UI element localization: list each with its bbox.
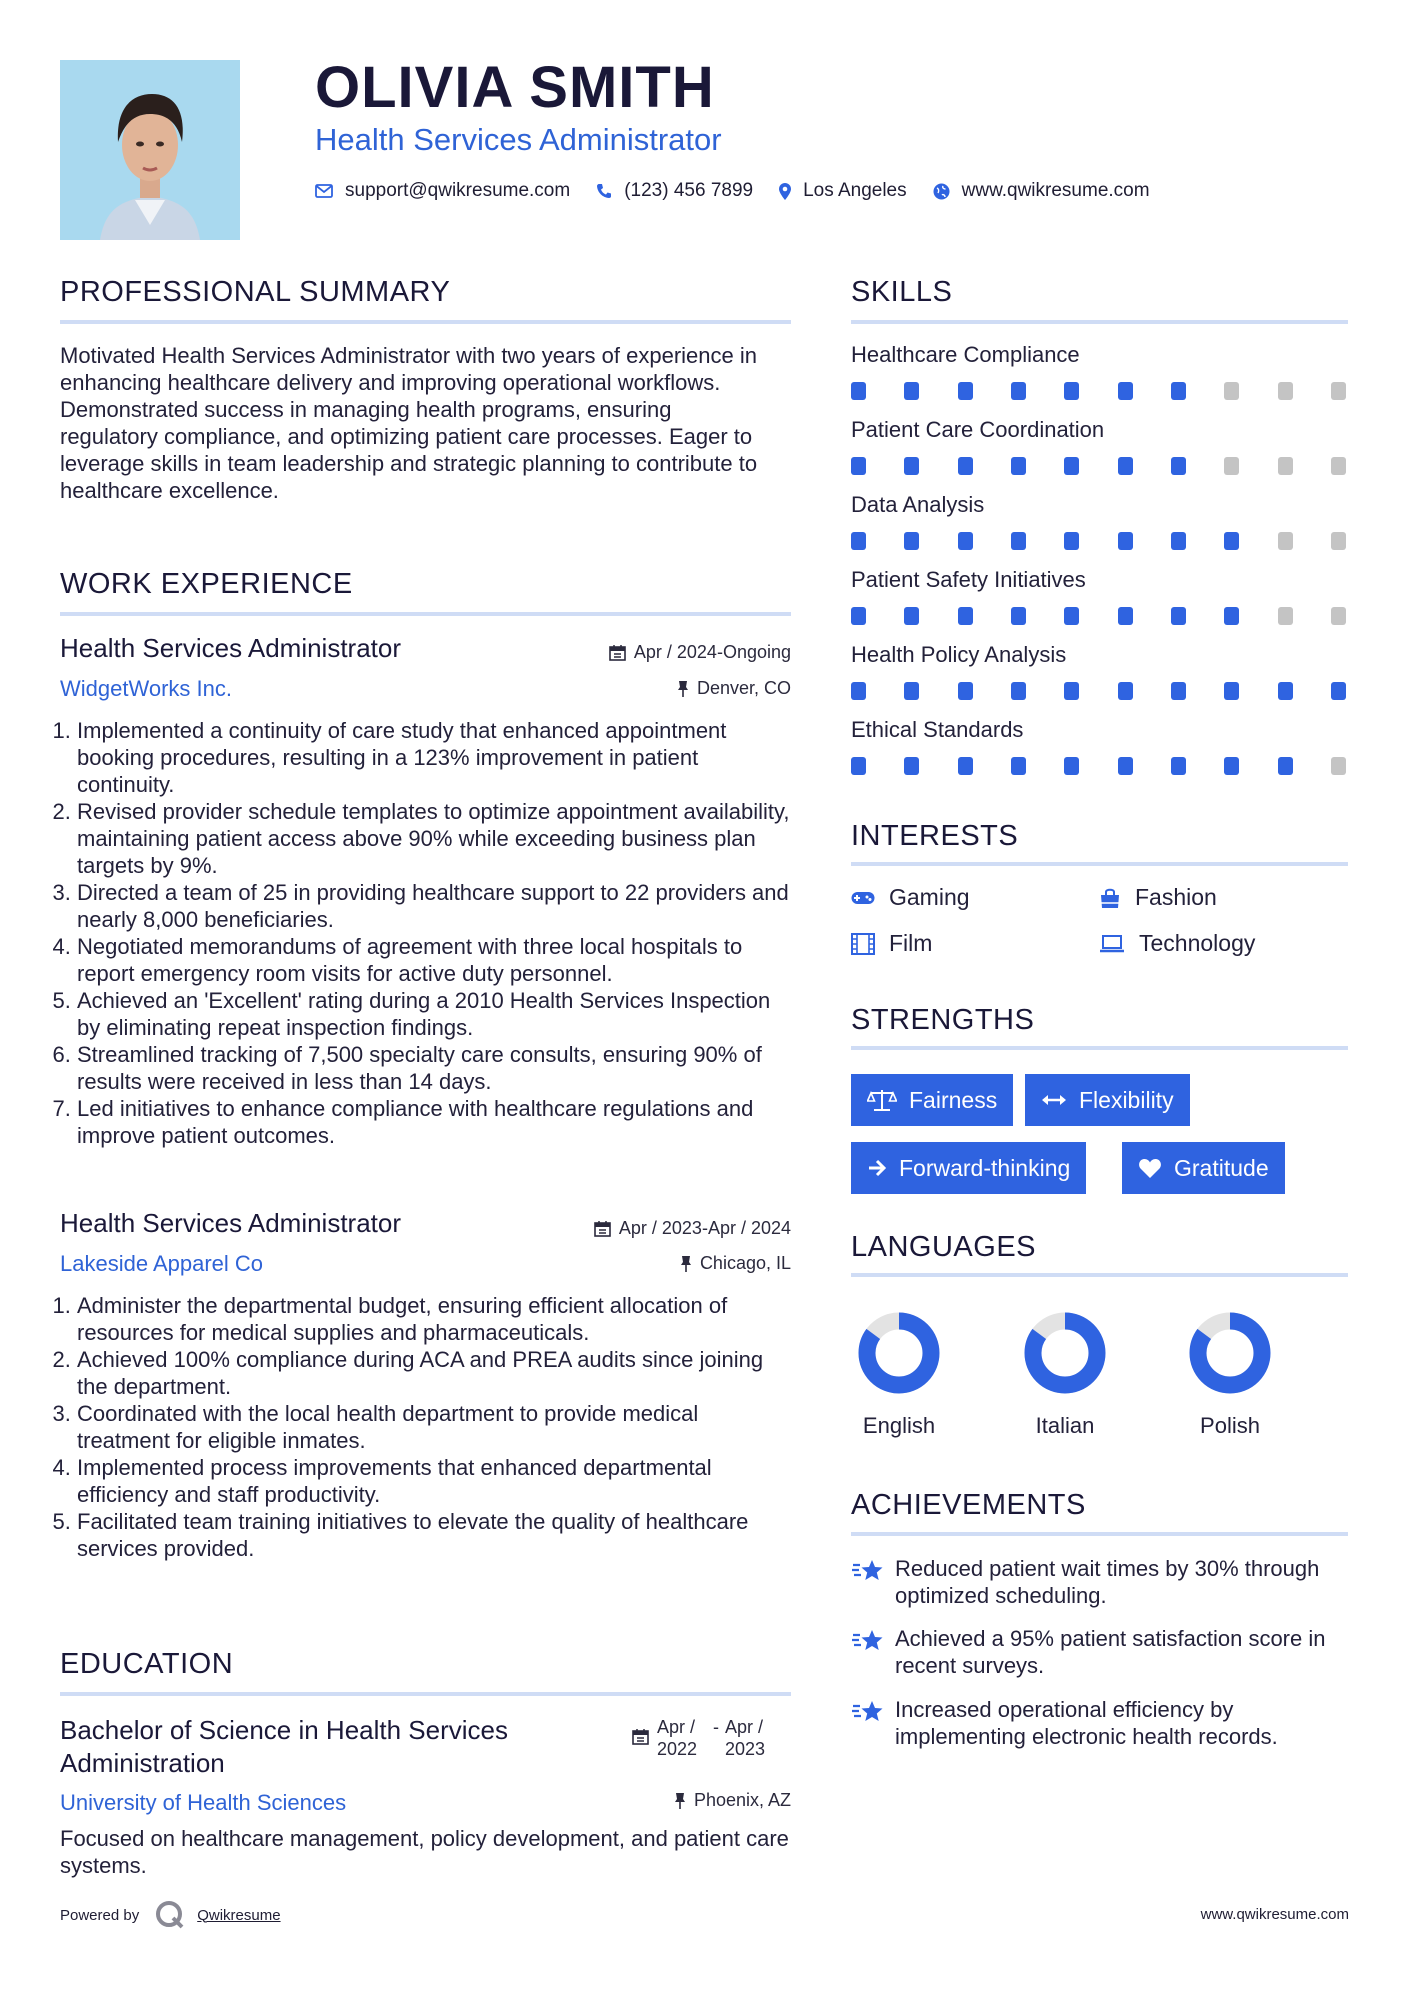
rating-dot-filled xyxy=(851,682,866,700)
education-start: Apr / 2022 xyxy=(657,1717,698,1759)
rating-dot-empty xyxy=(1331,607,1346,625)
education-description: Focused on healthcare management, policy development, and patient care systems. xyxy=(60,1826,789,1878)
education-location-text: Phoenix, AZ xyxy=(693,1790,791,1810)
candidate-name: OLIVIA SMITH xyxy=(315,55,715,120)
rating-dot-filled xyxy=(1171,682,1186,700)
experience-heading: WORK EXPERIENCE xyxy=(60,568,353,600)
pushpin-icon xyxy=(680,1255,692,1272)
contact-location xyxy=(779,180,907,202)
rating-dot-filled xyxy=(904,607,919,625)
language-label: Polish xyxy=(1200,1413,1260,1438)
laptop-icon xyxy=(1099,935,1125,953)
job-2-title: Health Services Administrator xyxy=(60,1208,402,1238)
summary-divider xyxy=(60,320,791,324)
interests-heading: INTERESTS xyxy=(851,820,1019,852)
achievement-text: Achieved a 95% patient satisfaction score in recent surveys. xyxy=(895,1626,1326,1678)
rating-dot-filled xyxy=(904,382,919,400)
rating-dot-filled xyxy=(1118,757,1133,775)
rating-dot-filled xyxy=(1064,607,1079,625)
arrow-right-icon xyxy=(867,1158,887,1178)
interest-fashion xyxy=(1099,884,1217,911)
interest-gaming-label: Gaming xyxy=(889,884,970,910)
language-item xyxy=(839,1310,959,1439)
rating-dot-filled xyxy=(1064,682,1079,700)
brand-link[interactable]: Qwikresume xyxy=(197,1906,281,1924)
achievement-item xyxy=(851,1555,1351,1609)
footer-website[interactable]: www.qwikresume.com xyxy=(1200,1906,1349,1923)
rating-dot-filled xyxy=(958,682,973,700)
job-2-bullets xyxy=(60,1292,795,1562)
interests-divider xyxy=(851,862,1348,866)
rating-dot-empty xyxy=(1278,532,1293,550)
film-icon xyxy=(851,933,875,955)
rating-dot-filled xyxy=(1011,607,1026,625)
language-proficiency-ring xyxy=(856,1310,942,1396)
rating-dot-filled xyxy=(1118,607,1133,625)
phone-text: (123) 456 7899 xyxy=(624,180,754,201)
experience-divider xyxy=(60,612,791,616)
rating-dot-empty xyxy=(1331,457,1346,475)
contact-email[interactable] xyxy=(315,180,570,202)
job-1-company: WidgetWorks Inc. xyxy=(60,676,232,701)
profile-photo xyxy=(60,60,240,240)
rating-dot-filled xyxy=(1011,757,1026,775)
strength-flexibility-label: Flexibility xyxy=(1079,1086,1174,1113)
skill-name: Patient Care Coordination xyxy=(851,417,1105,442)
list-item: 7. Led initiatives to enhance compliance with healthcare regulations and improve patient outcomes. xyxy=(77,1095,795,1149)
strength-flexibility xyxy=(1025,1074,1190,1126)
rating-dot-filled xyxy=(1011,682,1026,700)
interest-technology-label: Technology xyxy=(1139,930,1256,956)
skill-name: Patient Safety Initiatives xyxy=(851,567,1086,592)
rating-dot-filled xyxy=(1064,757,1079,775)
rating-dot-filled xyxy=(1224,757,1239,775)
education-end: Apr / 2023 xyxy=(725,1717,766,1759)
shooting-star-icon xyxy=(851,1698,885,1726)
job-2-location xyxy=(680,1253,791,1274)
languages-heading: LANGUAGES xyxy=(851,1231,1036,1263)
interest-gaming xyxy=(851,884,970,911)
summary-heading: PROFESSIONAL SUMMARY xyxy=(60,276,451,308)
education-location xyxy=(674,1790,791,1811)
language-label: English xyxy=(862,1413,936,1438)
rating-dot-filled xyxy=(958,382,973,400)
pushpin-icon xyxy=(677,680,689,697)
job-1-bullets xyxy=(60,717,795,1149)
phone-icon xyxy=(596,183,612,199)
rating-dot-empty xyxy=(1278,382,1293,400)
achievement-item xyxy=(851,1696,1351,1750)
pushpin-icon xyxy=(674,1792,686,1809)
education-heading: EDUCATION xyxy=(60,1648,234,1680)
rating-dot-filled xyxy=(1224,682,1239,700)
strength-fairness xyxy=(851,1074,1013,1126)
gamepad-icon xyxy=(851,890,875,906)
list-item: 5. Achieved an 'Excellent' rating during a 2010 Health Services Inspection by eliminating repeat inspection findings. xyxy=(77,987,795,1041)
rating-dot-empty xyxy=(1224,382,1239,400)
contact-phone[interactable] xyxy=(596,180,753,202)
skill-rating xyxy=(851,532,1351,550)
achievement-item xyxy=(851,1625,1351,1679)
shopping-bag-icon xyxy=(1099,887,1121,909)
email-text: support@qwikresume.com xyxy=(345,180,571,201)
education-divider xyxy=(60,1692,791,1696)
heart-icon xyxy=(1138,1158,1162,1179)
rating-dot-filled xyxy=(958,607,973,625)
envelope-icon xyxy=(315,184,333,198)
calendar-icon xyxy=(632,1728,649,1745)
contact-bar xyxy=(315,180,1176,202)
rating-dot-filled xyxy=(1011,532,1026,550)
rating-dot-filled xyxy=(851,607,866,625)
rating-dot-filled xyxy=(1331,682,1346,700)
rating-dot-empty xyxy=(1331,532,1346,550)
powered-by-text: Powered by xyxy=(60,1906,140,1924)
globe-icon xyxy=(933,183,950,200)
list-item: 6. Streamlined tracking of 7,500 specialty care consults, ensuring 90% of results were received in less than 14 days. xyxy=(77,1041,795,1095)
languages-divider xyxy=(851,1273,1348,1277)
interest-technology xyxy=(1099,930,1255,957)
skill-name: Health Policy Analysis xyxy=(851,642,1067,667)
list-item: 4. Implemented process improvements that enhanced departmental efficiency and staff productivity. xyxy=(77,1454,795,1508)
rating-dot-filled xyxy=(904,457,919,475)
calendar-icon xyxy=(609,644,626,661)
job-2-company: Lakeside Apparel Co xyxy=(60,1251,264,1276)
interest-film-label: Film xyxy=(889,930,933,956)
job-1-location xyxy=(677,678,791,699)
rating-dot-filled xyxy=(1171,532,1186,550)
rating-dot-empty xyxy=(1278,607,1293,625)
skill-name: Data Analysis xyxy=(851,492,985,517)
job-2-location-text: Chicago, IL xyxy=(699,1253,791,1273)
rating-dot-empty xyxy=(1278,457,1293,475)
rating-dot-filled xyxy=(1064,457,1079,475)
rating-dot-empty xyxy=(1224,457,1239,475)
rating-dot-filled xyxy=(904,532,919,550)
achievement-text: Increased operational efficiency by implementing electronic health records. xyxy=(895,1697,1278,1749)
job-1-dates xyxy=(609,642,791,663)
map-pin-icon xyxy=(779,183,791,200)
strength-gratitude xyxy=(1122,1142,1285,1194)
education-school: University of Health Sciences xyxy=(60,1790,347,1815)
rating-dot-filled xyxy=(904,682,919,700)
rating-dot-filled xyxy=(851,757,866,775)
job-1-title: Health Services Administrator xyxy=(60,633,402,663)
rating-dot-filled xyxy=(1171,382,1186,400)
skills-heading: SKILLS xyxy=(851,276,953,308)
location-text: Los Angeles xyxy=(803,180,907,201)
rating-dot-filled xyxy=(1011,457,1026,475)
calendar-icon xyxy=(594,1220,611,1237)
achievements-divider xyxy=(851,1532,1348,1536)
rating-dot-filled xyxy=(1118,532,1133,550)
rating-dot-filled xyxy=(1224,532,1239,550)
shooting-star-icon xyxy=(851,1557,885,1585)
job-2-dates xyxy=(594,1218,791,1239)
list-item: 1. Administer the departmental budget, ensuring efficient allocation of resources for medical supplies and pharmaceuticals. xyxy=(77,1292,795,1346)
shooting-star-icon xyxy=(851,1627,885,1655)
rating-dot-filled xyxy=(904,757,919,775)
list-item: 2. Revised provider schedule templates to optimize appointment availability, maintaining patient access above 90% while exceeding business plan targets by 9%. xyxy=(77,798,795,879)
candidate-title: Health Services Administrator xyxy=(315,122,722,157)
strength-fairness-label: Fairness xyxy=(909,1086,998,1113)
list-item: 3. Coordinated with the local health department to provide medical treatment for eligible inmates. xyxy=(77,1400,795,1454)
rating-dot-empty xyxy=(1331,382,1346,400)
rating-dot-filled xyxy=(851,382,866,400)
interest-fashion-label: Fashion xyxy=(1135,884,1217,910)
rating-dot-filled xyxy=(1278,757,1293,775)
list-item: 4. Negotiated memorandums of agreement with three local hospitals to report emergency room visits for active duty personnel. xyxy=(77,933,795,987)
rating-dot-filled xyxy=(1278,682,1293,700)
strength-forward-thinking-label: Forward-thinking xyxy=(899,1154,1071,1181)
rating-dot-filled xyxy=(958,757,973,775)
language-item xyxy=(1170,1310,1290,1439)
rating-dot-filled xyxy=(1118,682,1133,700)
language-label: Italian xyxy=(1035,1413,1095,1438)
arrows-horizontal-icon xyxy=(1041,1092,1067,1108)
footer-powered-by xyxy=(60,1900,281,1930)
strengths-heading: STRENGTHS xyxy=(851,1004,1035,1036)
achievements-heading: ACHIEVEMENTS xyxy=(851,1489,1086,1521)
interest-film xyxy=(851,930,932,957)
summary-text: Motivated Health Services Administrator with two years of experience in enhancing healthcare delivery and improving operational workflows. Demonstrated success in managing health programs, ensuring regulatory compliance, and optimizing patient care processes. Eager to leverage skills in team leadership and strategic planning to contribute to healthcare excellence. xyxy=(60,343,758,503)
strength-forward-thinking xyxy=(851,1142,1086,1194)
list-item: 5. Facilitated team training initiatives to elevate the quality of healthcare services provided. xyxy=(77,1508,795,1562)
balance-scale-icon xyxy=(867,1088,897,1112)
skill-rating xyxy=(851,382,1351,400)
rating-dot-empty xyxy=(1331,757,1346,775)
skill-name: Ethical Standards xyxy=(851,717,1024,742)
list-item: 2. Achieved 100% compliance during ACA and PREA audits since joining the department. xyxy=(77,1346,795,1400)
language-item xyxy=(1005,1310,1125,1439)
skills-divider xyxy=(851,320,1348,324)
education-date-dash: - xyxy=(713,1717,719,1737)
rating-dot-filled xyxy=(1118,457,1133,475)
job-1-location-text: Denver, CO xyxy=(696,678,791,698)
list-item: 3. Directed a team of 25 in providing healthcare support to 22 providers and nearly 8,000 beneficiaries. xyxy=(77,879,795,933)
skill-rating xyxy=(851,757,1351,775)
rating-dot-filled xyxy=(851,457,866,475)
qwikresume-logo-icon xyxy=(155,1900,185,1930)
rating-dot-filled xyxy=(1171,757,1186,775)
skill-rating xyxy=(851,682,1351,700)
rating-dot-filled xyxy=(958,457,973,475)
strength-gratitude-label: Gratitude xyxy=(1174,1154,1269,1181)
job-2-dates-text: Apr / 2023-Apr / 2024 xyxy=(618,1218,791,1238)
rating-dot-filled xyxy=(1224,607,1239,625)
skill-name: Healthcare Compliance xyxy=(851,342,1080,367)
rating-dot-filled xyxy=(1064,382,1079,400)
job-1-dates-text: Apr / 2024-Ongoing xyxy=(633,642,791,662)
rating-dot-filled xyxy=(851,532,866,550)
rating-dot-filled xyxy=(1011,382,1026,400)
rating-dot-filled xyxy=(1171,457,1186,475)
strengths-divider xyxy=(851,1046,1348,1050)
skill-rating xyxy=(851,607,1351,625)
education-dates xyxy=(632,1716,779,1760)
achievement-text: Reduced patient wait times by 30% through optimized scheduling. xyxy=(895,1556,1320,1608)
rating-dot-filled xyxy=(1118,382,1133,400)
rating-dot-filled xyxy=(1064,532,1079,550)
contact-website[interactable] xyxy=(933,180,1150,202)
language-proficiency-ring xyxy=(1022,1310,1108,1396)
rating-dot-filled xyxy=(1171,607,1186,625)
website-text: www.qwikresume.com xyxy=(961,180,1150,201)
education-degree: Bachelor of Science in Health Services Administration xyxy=(60,1715,509,1778)
language-proficiency-ring xyxy=(1187,1310,1273,1396)
list-item: 1. Implemented a continuity of care study that enhanced appointment booking procedures, resulting in a 123% improvement in patient continuity. xyxy=(77,717,795,798)
rating-dot-filled xyxy=(958,532,973,550)
skill-rating xyxy=(851,457,1351,475)
